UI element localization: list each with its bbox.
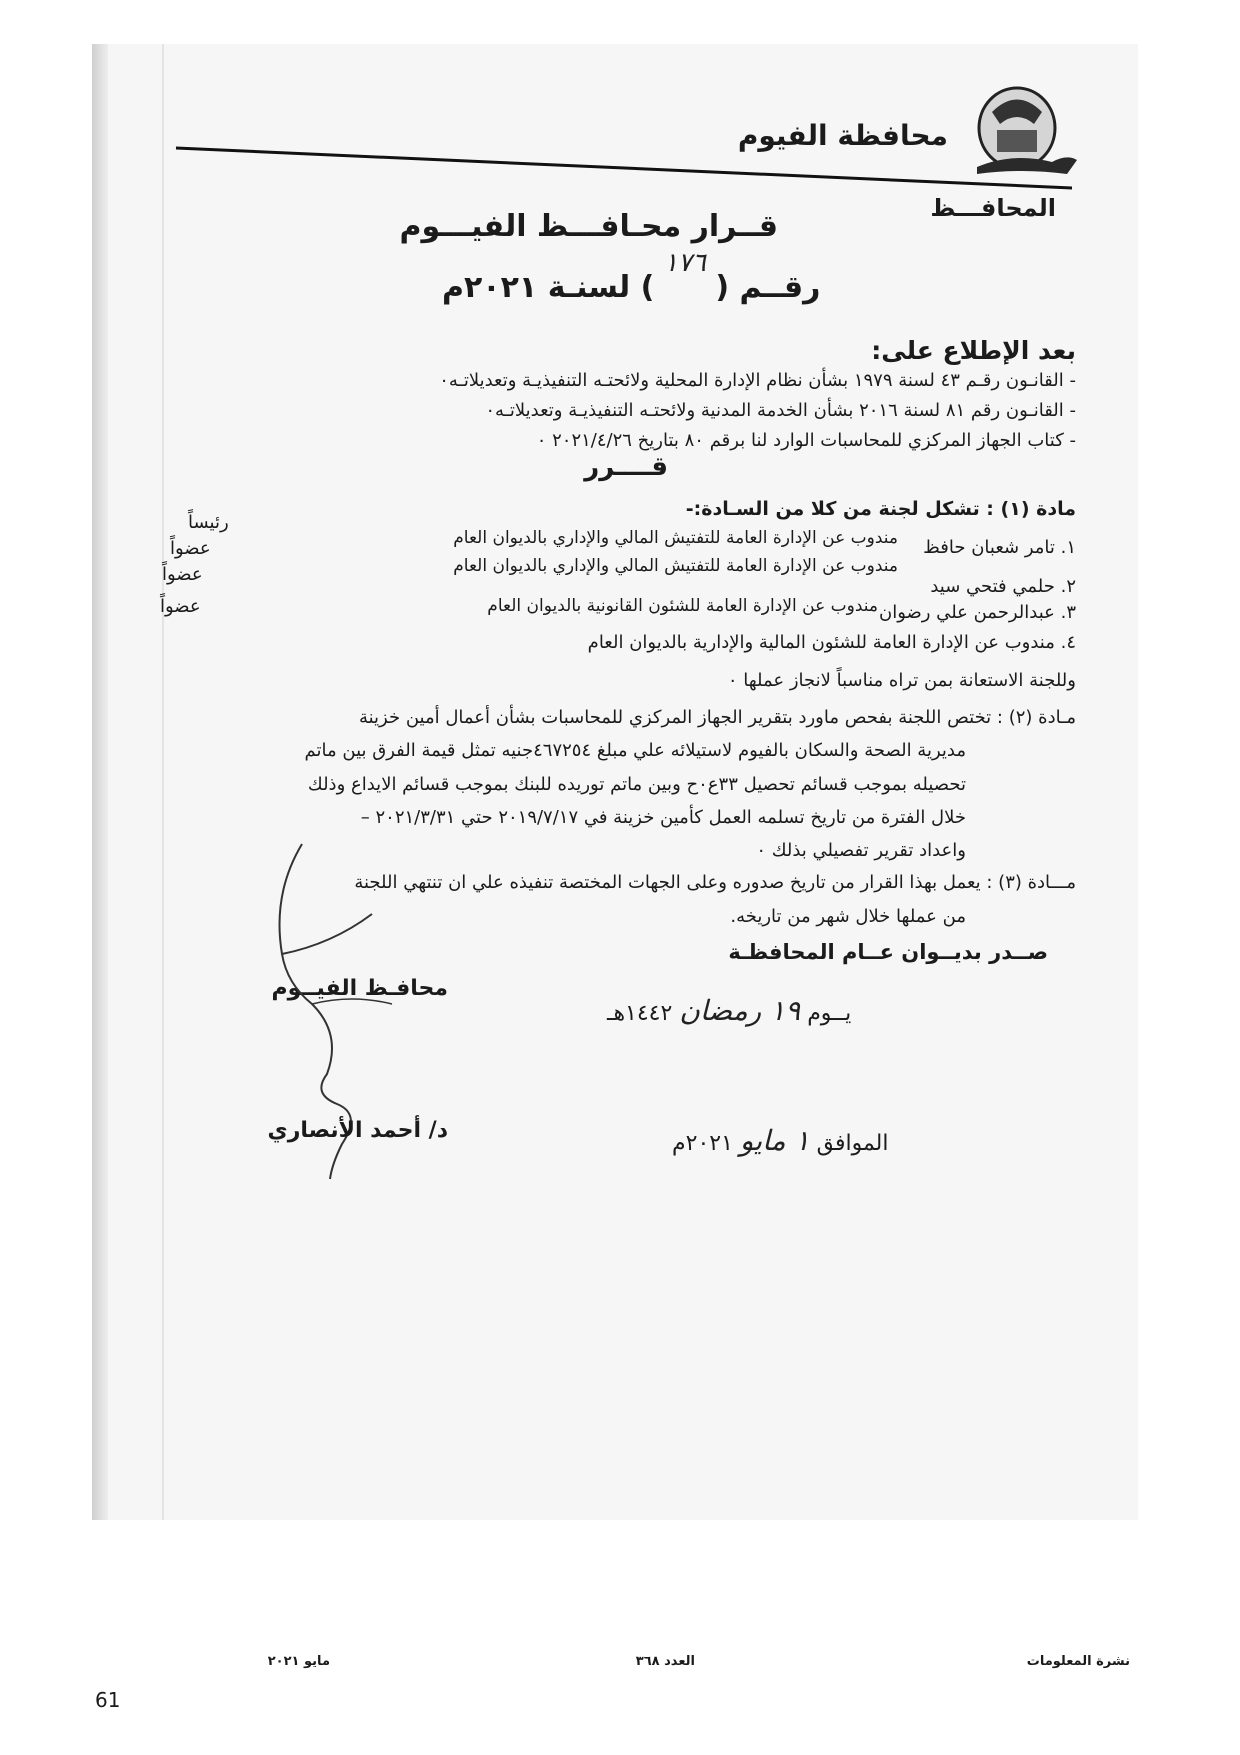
- office-label: المحافـــظ: [930, 194, 1056, 222]
- governorate-name: محافظة الفيوم: [737, 119, 948, 152]
- scan-edge-shadow: [92, 44, 108, 1520]
- preamble-item-2: - القانـون رقم ٨١ لسنة ٢٠١٦ بشأن الخدمة المدنية ولائحتـه التنفيذيـة وتعديلاتـه٠: [485, 400, 1076, 421]
- signatory-name: د/ أحمد الأنصاري: [267, 1118, 448, 1143]
- gregorian-year: ٢٠٢١م: [672, 1131, 733, 1156]
- member-name: ١. تامر شعبان حافظ: [923, 537, 1076, 558]
- decree-number-handwritten: ١٧٦: [663, 248, 706, 278]
- scanned-document: [92, 44, 1138, 1520]
- preamble-item-1: - القانـون رقـم ٤٣ لسنة ١٩٧٩ بشأن نظام الإدارة المحلية ولائحتـه التنفيذيـة وتعديلاتـه٠: [439, 370, 1076, 391]
- hijri-handwritten: ١٩ رمضان: [679, 994, 801, 1027]
- article2-line-5: واعداد تقرير تفصيلي بذلك ٠: [756, 840, 966, 861]
- member-role: مندوب عن الإدارة العامة للتفتيش المالي والإداري بالديوان العام: [453, 528, 898, 548]
- article1-heading: مادة (١) : تشكل لجنة من كلا من السـادة:-: [685, 498, 1076, 520]
- member-position: عضواً: [170, 538, 211, 559]
- signatory-title: محافـظ الفيــوم: [271, 976, 448, 1001]
- member-role: مندوب عن الإدارة العامة للتفتيش المالي والإداري بالديوان العام: [453, 556, 898, 576]
- member-name: ٤. مندوب عن الإدارة العامة للشئون المالية والإدارية بالديوان العام: [587, 632, 1076, 653]
- decree-number-prefix: رقــم (: [715, 270, 821, 305]
- preamble-heading: بعد الإطلاع على:: [871, 336, 1076, 365]
- article2-line-2: مديرية الصحة والسكان بالفيوم لاستيلائه علي مبلغ ٤٦٧٢٥٤جنيه تمثل قيمة الفرق بين ماتم: [304, 740, 966, 761]
- decree-number-suffix: ) لسنـة ٢٠٢١م: [442, 270, 655, 305]
- member-name: ٣. عبدالرحمن علي رضوان: [878, 602, 1076, 623]
- issued-at: صــدر بديــوان عــام المحافظـة: [728, 940, 1048, 964]
- scan-fold-line: [162, 44, 164, 1520]
- gregorian-prefix: الموافق: [816, 1131, 889, 1156]
- article2-line-3: تحصيله بموجب قسائم تحصيل ٣٣ع٠ح وبين ماتم توريده للبنك بموجب قسائم الايداع وذلك: [307, 774, 966, 795]
- member-position: عضواً: [160, 596, 201, 617]
- article1-note: وللجنة الاستعانة بمن تراه مناسباً لانجاز عملها ٠: [727, 670, 1076, 691]
- member-position: عضواً: [162, 564, 203, 585]
- gregorian-handwritten: ١ مايو: [739, 1124, 810, 1157]
- decree-title: قــرار محـافـــظ الفيـــوم: [399, 209, 778, 244]
- footer-date: مايو ٢٠٢١: [267, 1654, 330, 1669]
- hijri-date: [607, 994, 851, 1027]
- article2-line-4: خلال الفترة من تاريخ تسلمه العمل كأمين خزينة في ٢٠١٩/٧/١٧ حتي ٢٠٢١/٣/٣١ –: [360, 807, 966, 828]
- gregorian-date: [672, 1124, 889, 1157]
- footer-issue: العدد ٣٦٨: [635, 1654, 695, 1669]
- page-number: 61: [95, 1688, 121, 1712]
- article2-line-1: مـادة (٢) : تختص اللجنة بفحص ماورد بتقرير الجهاز المركزي للمحاسبات بشأن أعمال أمين خزينة: [358, 707, 1076, 728]
- preamble-item-3: - كتاب الجهاز المركزي للمحاسبات الوارد لنا برقم ٨٠ بتاريخ ٢٠٢١/٤/٢٦ ٠: [536, 430, 1076, 451]
- header-divider: [172, 142, 1072, 192]
- decision-word: قــــرر: [584, 452, 668, 482]
- hijri-prefix: يــوم: [807, 1001, 852, 1026]
- member-role: مندوب عن الإدارة العامة للشئون القانونية بالديوان العام: [487, 596, 878, 616]
- member-name: ٢. حلمي فتحي سيد: [930, 576, 1076, 597]
- hijri-year: ١٤٤٢هـ: [607, 1001, 673, 1026]
- decree-number-line: [442, 248, 821, 305]
- member-position: رئيساً: [188, 512, 229, 533]
- article3-line-2: من عملها خلال شهر من تاريخه.: [730, 906, 966, 927]
- footer-publication: نشرة المعلومات: [1026, 1654, 1130, 1669]
- article3-line-1: مـــادة (٣) : يعمل بهذا القرار من تاريخ صدوره وعلى الجهات المختصة تنفيذه علي ان تنتهي اللجنة: [354, 872, 1076, 893]
